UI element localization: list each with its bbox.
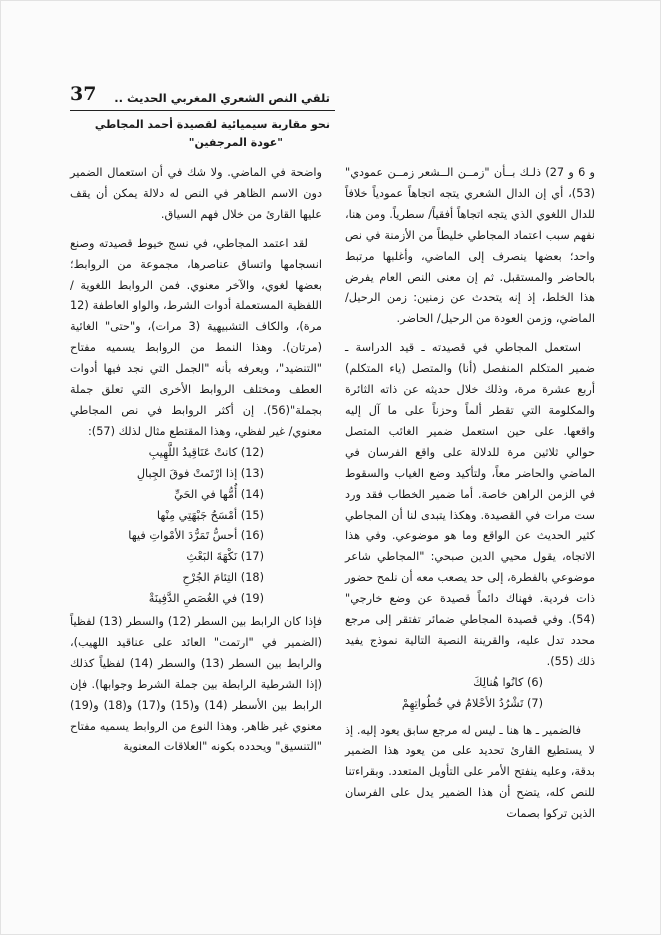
paragraph: لقد اعتمد المجاطي، في نسج خيوط قصيدته وصنع انسجامها واتساق عناصرها، مجموعة من الروابط؛ بعضها لغوي، والآخر معنوي. فمن الروابط اللغوية /اللفظية المستعملة أدوات الشرط، والواو العاطفة (12 مرة)، والكاف التشبيهية (3 مرات)، و"حتى" الغائية (مرتان). وهذا النمط من الروابط يسميه مفتاح "التنضيد"، ويعرفه بأنه "الجمل التي نجد فيها أدوات العطف ومختلف الروابط الأخرى التي تعلق جملة بجملة"(56). إن أكثر الروابط في نص المجاطي معنوي/ غير لفظي، وهذا المقتطع مثال لذلك (57): [70,236,322,438]
poem-verse: (6) كانُوا هُنالِكَ [473,675,543,689]
page-number: 37 [70,83,97,105]
header-rule [70,110,335,111]
poem-verse: (13) إذا ارْتَمتْ فوقَ الجِبالِ [136,466,264,480]
paragraph: استعمل المجاطي في قصيدته ـ قيد الدراسة ـ ضمير المتكلم المنفصل (أنا) والمتصل (ياء المتكلم) أربع عشرة مرة، وذلك خلال حديثه عن ذاته الثائرة والمكلومة التي تقطر ألماً وحزناً على ما آل إليه واقعها. على حين استعمل ضمير الغائب المتصل حوالي ثلاثين مرة للدلالة على واقع الفرسان في الماضي والحاضر معاً، ولتأكيد وضع الغياب والسقوط في الزمن الراهن خاصة. أما ضمير الخطاب فقد ورد ست مرات في القصيدة. وهكذا يتبدى لنا أن المجاطي كثير الحديث عن الواقع وما هو موضوعي. وفي هذا الاتجاه، يقول محيي الدين صبحي: "المجاطي شاعر موضوعي بالفطرة، إلى حد يصعب معه أن نلمح حضور ذات فردية. فهناك دائماً قصيدة عن وضع خارجي"(54). وفي قصيدة المجاطي ضمائر تفتقر إلى مرجع محدد تدل عليه، والقرينة النصية التالية نموذج يفيد ذلك (55). [345,341,595,668]
paragraph: فإذا كان الرابط بين السطر (12) والسطر (13) لفظياً (الضمير في "ارتمت" العائد على عناقيد اللهيب)، والرابط بين السطر (13) والسطر (14) لفظياً كذلك (إذا الشرطية الرابطة بين جملة الشرط وجوابها). فإن الرابط بين الأسطر (14) و(15) و(17) و(18) و(19) معنوي غير ظاهر. وهذا النوع من الروابط يسميه مفتاح "التنسيق" ويحدده بكونه "العلاقات المعنوية [70,615,322,754]
poem-verse: (14) أُمُّها في الحَيِّ [174,487,264,501]
poem-verse: (15) أمْسَحُ جَبْهَتِي مِنْها [156,508,264,522]
article-poem-title: "عودة المرجفين" [188,136,283,149]
running-header-title: تلقي النص الشعري المغربي الحديث .. [114,91,330,105]
poem-verse: (18) التِئامَ الجُرْحِ [182,571,264,585]
paragraph: واضحة في الماضي. ولا شك في أن استعمال الضمير دون الاسم الظاهر في النص له دلالة يمكن أن يقف عليها القارئ من خلال فهم السياق. [70,166,322,221]
poem-verse: (19) في الغُصَصِ الدَّفِينَةْ [148,592,264,606]
poem-verse: (7) تَشْرُدُ الأحْلامُ في خُطُواتِهِمْ [401,696,543,710]
paragraph: و 6 و 27) ذلـك بــأن "زمــن الــشعر زمــن عمودي"(53)، أي إن الدال الشعري يتجه اتجاهاً عمودياً خلافاً للدال اللغوي الذي يتجه اتجاهاً أفقياً/ سطرياً. ومن هنا، نفهم سبب اعتماد المجاطي خليطاً من الأزمنة في نص واحد؛ بعضها ينصرف إلى الماضي، وأغلبها مرتبط بالحاضر والمستقبل. ثم إن معنى النص العام يفرض هذا الخلط، إذ إنه يتحدث عن زمنين: زمن الرحيل/ الماضي، وزمن العودة من الرحيل/ الحاضر. [345,166,596,326]
right-text-column [345,163,595,825]
paragraph: فالضمير ـ ها هنا ـ ليس له مرجع سابق يعود إليه. إذ لا يستطيع القارئ تحديد على من يعود هذا الضمير بدقة، وعليه ينفتح الأمر على التأويل المتعدد. وبقراءتنا للنص كله، يتضح أن هذا الضمير يدل على الفرسان الذين تركوا بصمات [345,723,595,821]
poem-verse: (12) كانتْ عَنَاقِيدُ اللَّهِيبِ [148,445,264,459]
poem-verse: (16) أحسُّ تَمَرُّدَ الأمْواتِ فيها [128,529,264,543]
article-subtitle: نحو مقاربة سيميائية لقصيدة أحمد المجاطي [94,118,330,131]
poem-verse: (17) نَكْهَةَ البَعْثِ [186,550,264,564]
left-text-column [70,163,322,758]
